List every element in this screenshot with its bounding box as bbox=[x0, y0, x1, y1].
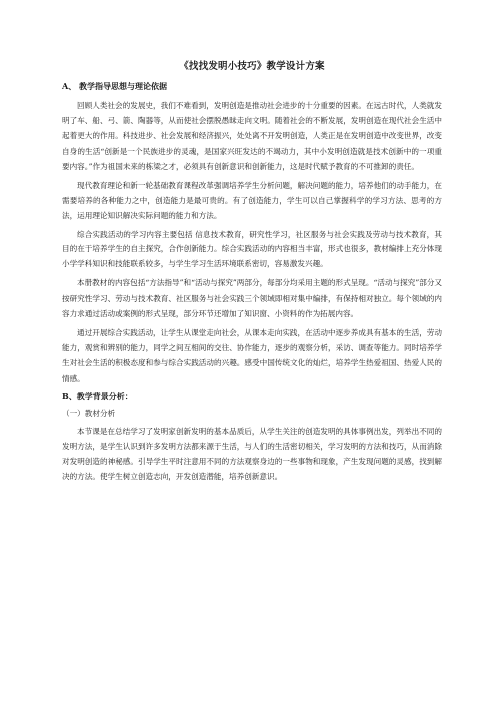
document-title: 《找找发明小技巧》教学设计方案 bbox=[179, 61, 325, 72]
subsection-textbook-analysis-heading: （一）教材分析 bbox=[62, 408, 116, 418]
section-a-paragraph-4: 本册教材的内容包括“方法指导”和“活动与探究”两部分，每部分均采用主题的形式呈现。“活动与探究”部分又按研究性学习、劳动与技术教育、社区服务与社会实践三个领域即相对集中编排，有保持相对独立。每个领域的内容力求通过活动或案例的形式呈现，部分环节还增加了知识窗、小资料的作为拓展内容。 bbox=[62, 278, 443, 318]
section-a-paragraph-5: 通过开展综合实践活动，让学生从课堂走向社会，从课本走向实践，在活动中逐步养成具有基本的生活，劳动能力，观赏和辨别的能力，同学之间互相间的交往、协作能力，逐步的观察分析，采访、调查等能力。同时培养学生对社会生活的积极态度和参与综合实践活动的兴趣。感受中国传统文化的灿烂，培养学生热爱祖国、热爱人民的情感。 bbox=[62, 328, 442, 383]
section-a-paragraph-3: 综合实践活动的学习内容主要包括 信息技术教育，研究性学习，社区服务与社会实践及劳动与技术教育，其目的在于培养学生的自主探究，合作创新能力。综合实践活动的内容相当丰富，形式也很多，教材编排上充分体现小学学科知识和技能联系较多，与学生学习生活环境联系密切，容易激发兴趣。 bbox=[62, 229, 442, 268]
section-b-heading: B、教学背景分析： bbox=[62, 390, 133, 401]
section-a-paragraph-2: 现代教育理论和新一轮基础教育课程改革强调培养学生分析问题，解决问题的能力，培养他们的动手能力，在需要培养的各种能力之中，创造能力是最可贵的。有了创造能力，学生可以自己掌握科学的学习方法、思考的方法，运用理论知识解决实际问题的能力和方法。 bbox=[62, 181, 442, 221]
section-a-heading: A、 教学指导思想与理论依据 bbox=[62, 81, 167, 91]
document-page bbox=[62, 58, 442, 489]
subsection-textbook-analysis-paragraph: 本节课是在总结学习了发明家创新发明的基本品质后，从学生关注的创造发明的具体事例出发，列举出不同的发明方法，是学生认识到许多发明方法都来源于生活，与人们的生活密切相关，学习发明的方法和技巧，从而消除对发明创造的神秘感。引导学生平时注意用不同的方法观察身边的一些事物和现象，产生发现问题的灵感，找到解决的方法。使学生树立创造志向，开发创造潜能，培养创新意识。 bbox=[62, 426, 442, 482]
section-a-paragraph-1: 回顾人类社会的发展史，我们不难看到，发明创造是推动社会进步的十分重要的因素。在远古时代，人类就发明了车、船、弓、箭、陶器等，从而使社会摆脱愚昧走向文明。随着社会的不断发展，发明创造在现代社会生活中起着更大的作用。科技进步、社会发展和经济振兴，处处离不开发明创造，人类正是在发明创造中改变世界，改变自身的生活“创新是一个民族进步的灵魂，是国家兴旺发达的不竭动力，其中小发明创造就是技术创新中的一项重要内容。”作为祖国未来的栋梁之才，必须具有创新意识和创新能力，这是时代赋予教育的不可推卸的责任。 bbox=[62, 101, 442, 171]
